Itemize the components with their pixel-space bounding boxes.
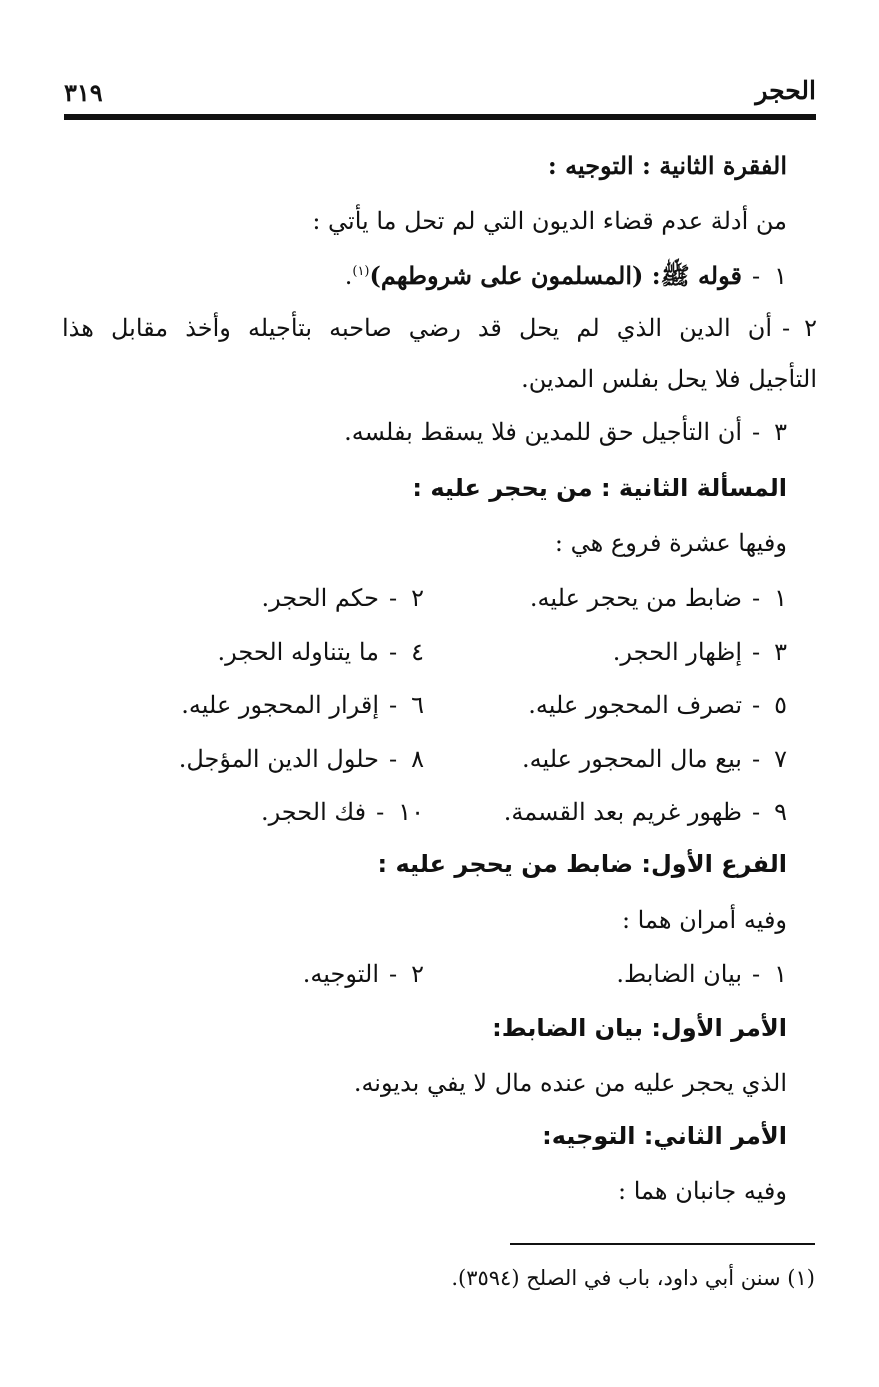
item-text: التوجيه. xyxy=(302,960,379,988)
item-number: ١٠ xyxy=(398,798,424,826)
branch-item-2 xyxy=(261,580,424,616)
section-heading-matter-2: الأمر الثاني: التوجيه: xyxy=(542,1122,787,1150)
item-dash: - xyxy=(752,691,761,719)
section-heading-guidance: الفقرة الثانية : التوجيه : xyxy=(547,151,787,180)
item-number: ٢ xyxy=(411,584,424,612)
item-dash: - xyxy=(752,262,761,290)
item-dash: - xyxy=(389,745,398,773)
item-number: ٤ xyxy=(411,638,424,666)
issue-2-intro: وفيها عشرة فروع هي : xyxy=(554,529,787,557)
item-number: ٣ xyxy=(774,638,787,666)
item-text: بيع مال المحجور عليه. xyxy=(521,745,742,773)
running-header xyxy=(64,76,816,112)
item-dash: - xyxy=(752,960,761,988)
matter-item-1 xyxy=(616,956,787,992)
item-dash: - xyxy=(752,418,761,446)
item-text: فك الحجر. xyxy=(260,798,367,826)
header-rule xyxy=(64,114,816,120)
branch-item-8 xyxy=(179,741,424,777)
intro-line: من أدلة عدم قضاء الديون التي لم تحل ما يأتي : xyxy=(312,207,787,235)
item-number: ٢ xyxy=(411,960,424,988)
page-number: ٣١٩ xyxy=(64,78,103,107)
evidence-item-1 xyxy=(345,254,787,294)
branch-item-5 xyxy=(528,687,787,723)
matter-1-text: الذي يحجر عليه من عنده مال لا يفي بديونه. xyxy=(353,1069,787,1097)
branch-item-9 xyxy=(504,794,787,830)
section-heading-branch-1: الفرع الأول: ضابط من يحجر عليه : xyxy=(377,850,787,878)
branch-item-7 xyxy=(522,741,787,777)
footnote-1: (١) سنن أبي داود، باب في الصلح (٣٥٩٤). xyxy=(451,1266,815,1290)
item-dash: - xyxy=(389,584,398,612)
item-number: ١ xyxy=(774,584,787,612)
item-text: حكم الحجر. xyxy=(261,584,379,612)
item-dash: - xyxy=(782,314,791,342)
item-number: ٥ xyxy=(774,691,787,719)
item-number: ١ xyxy=(774,262,787,290)
item-text: ما يتناوله الحجر. xyxy=(217,638,379,666)
item-number: ٧ xyxy=(774,745,787,773)
matter-item-2 xyxy=(303,956,424,992)
item-dash: - xyxy=(752,638,761,666)
evidence-item-3 xyxy=(344,414,787,450)
item-text: إقرار المحجور عليه. xyxy=(181,691,379,719)
footnote-rule xyxy=(510,1243,815,1245)
item-dash: - xyxy=(376,798,385,826)
branch-item-3 xyxy=(613,634,787,670)
item-text: أن التأجيل حق للمدين فلا يسقط بفلسه. xyxy=(344,418,742,446)
matter-2-text: وفيه جانبان هما : xyxy=(618,1177,787,1205)
item-number: ٦ xyxy=(411,691,424,719)
item-text: ضابط من يحجر عليه. xyxy=(529,584,742,612)
chapter-title: الحجر xyxy=(755,76,816,105)
branch-item-1 xyxy=(530,580,787,616)
section-heading-issue-2: المسألة الثانية : من يحجر عليه : xyxy=(412,474,787,502)
evidence-item-2-line2: التأجيل فلا يحل بفلس المدين. xyxy=(521,365,817,393)
hadith-text: قوله ﷺ: (المسلمون على شروطهم) xyxy=(369,261,742,290)
item-dash: - xyxy=(389,691,398,719)
branch-1-intro: وفيه أمران هما : xyxy=(621,906,787,934)
section-heading-matter-1: الأمر الأول: بيان الضابط: xyxy=(492,1014,787,1042)
item-text: بيان الضابط. xyxy=(616,960,742,988)
item-number: ١ xyxy=(774,960,787,988)
item-dash: - xyxy=(752,745,761,773)
item-dash: - xyxy=(752,584,761,612)
footnote-ref[interactable]: (١) xyxy=(352,264,370,279)
branch-item-4 xyxy=(217,634,424,670)
item-text: حلول الدين المؤجل. xyxy=(178,745,379,773)
item-number: ٢ xyxy=(804,314,817,342)
item-text: ظهور غريم بعد القسمة. xyxy=(503,798,742,826)
item-dash: - xyxy=(389,960,398,988)
item-dash: - xyxy=(752,798,761,826)
branch-item-6 xyxy=(181,687,424,723)
item-text: إظهار الحجر. xyxy=(612,638,742,666)
item-text: تصرف المحجور عليه. xyxy=(528,691,742,719)
item-number: ٣ xyxy=(774,418,787,446)
item-number: ٨ xyxy=(411,745,424,773)
item-number: ٩ xyxy=(774,798,787,826)
branch-item-10 xyxy=(261,794,424,830)
item-text: أن الدين الذي لم يحل قد رضي صاحبه بتأجيله وأخذ مقابل هذا xyxy=(62,314,772,342)
item-dash: - xyxy=(389,638,398,666)
sentence-end: . xyxy=(344,262,353,290)
evidence-item-2-line1 xyxy=(62,310,817,346)
